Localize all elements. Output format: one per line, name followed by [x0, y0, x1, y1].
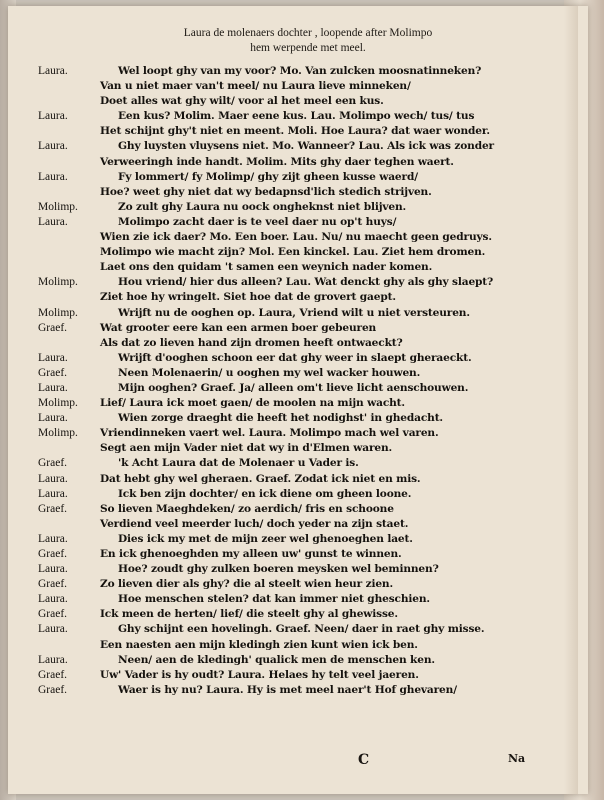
verse-line: Zo lieven dier als ghy? die al steelt wien heur zien. — [100, 578, 393, 591]
dialogue-row — [8, 592, 588, 607]
speaker-name: Laura. — [38, 593, 68, 606]
dialogue-row — [8, 396, 588, 411]
speaker-name: Laura. — [38, 351, 68, 364]
verse-line: Verdiend veel meerder luch/ doch yeder na zijn staet. — [100, 517, 409, 530]
verse-line: En ick ghenoeghden my alleen uw' gunst te winnen. — [100, 548, 402, 560]
speaker-name: Laura. — [38, 140, 68, 153]
speaker-name: Molimp. — [38, 427, 78, 440]
dialogue-row — [8, 577, 588, 592]
dialogue-row — [8, 230, 588, 245]
verse-line: Laet ons den quidam 't samen een weynich nader komen. — [100, 261, 433, 274]
dialogue-row — [8, 336, 588, 351]
verse-line: Wrijft d'ooghen schoon eer dat ghy weer in slaept gheraeckt. — [118, 351, 472, 364]
verse-line: Als dat zo lieven hand zijn dromen heeft ontwaeckt? — [100, 336, 403, 349]
dialogue-row — [8, 622, 588, 637]
dialogue-row — [8, 170, 588, 185]
dialogue-row — [8, 668, 588, 683]
verse-line: Ick meen de herten/ lief/ die steelt ghy al ghewisse. — [100, 608, 398, 621]
dialogue-row — [8, 532, 588, 547]
dialogue-row — [8, 275, 588, 290]
verse-line: Een kus? Molim. Maer eene kus. Lau. Molimpo wech/ tus/ tus — [118, 110, 475, 123]
dialogue-row — [8, 306, 588, 321]
dialogue-row — [8, 200, 588, 215]
dialogue-row — [8, 381, 588, 396]
dialogue-row — [8, 683, 588, 698]
speaker-name: Laura. — [38, 563, 68, 576]
dialogue-row — [8, 185, 588, 200]
verse-line: Vriendinneken vaert wel. Laura. Molimpo mach wel varen. — [100, 427, 439, 440]
speaker-name: Molimp. — [38, 306, 78, 319]
verse-line: Uw' Vader is hy oudt? Laura. Helaes hy telt veel jaeren. — [100, 668, 419, 681]
verse-line: Verweeringh inde handt. Molim. Mits ghy daer teghen waert. — [100, 155, 454, 168]
dialogue-row — [8, 502, 588, 517]
verse-line: Wien zie ick daer? Mo. Een boer. Lau. Nu/ nu maecht geen gedruys. — [100, 231, 492, 244]
verse-line: Een naesten aen mijn kledingh zien kunt wien ick ben. — [100, 638, 418, 651]
dialogue-block — [8, 64, 588, 698]
verse-line: Dies ick my met de mijn zeer wel ghenoeghen laet. — [118, 532, 413, 545]
speaker-name: Laura. — [38, 170, 68, 183]
page-sheet — [8, 6, 588, 794]
speaker-name: Laura. — [38, 623, 68, 636]
verse-line: Doet alles wat ghy wilt/ voor al het meel een kus. — [100, 95, 384, 108]
verse-line: Lief/ Laura ick moet gaen/ de moolen na mijn wacht. — [100, 397, 405, 410]
dialogue-row — [8, 426, 588, 441]
dialogue-row — [8, 487, 588, 502]
verse-line: Wien zorge draeght die heeft het nodighst' in ghedacht. — [118, 412, 443, 425]
speaker-name: Graef. — [38, 683, 68, 696]
dialogue-row — [8, 517, 588, 532]
verse-line: Wel loopt ghy van my voor? Mo. Van zulcken moosnatinneken? — [118, 65, 482, 77]
speaker-name: Molimp. — [38, 397, 78, 410]
dialogue-row — [8, 411, 588, 426]
verse-line: Segt aen mijn Vader niet dat wy in d'Elmen waren. — [100, 442, 393, 455]
verse-line: Neen Molenaerin/ u ooghen my wel wacker houwen. — [118, 366, 421, 379]
dialogue-row — [8, 139, 588, 154]
speaker-name: Graef. — [38, 321, 68, 334]
verse-line: Hoe menschen stelen? dat kan immer niet gheschien. — [118, 593, 430, 606]
verse-line: 'k Acht Laura dat de Molenaer u Vader is. — [118, 457, 359, 470]
dialogue-row — [8, 351, 588, 366]
dialogue-row — [8, 109, 588, 124]
verse-line: Wat grooter eere kan een armen boer gebeuren — [100, 321, 377, 334]
verse-line: Ghy luysten vluysens niet. Mo. Wanneer? Lau. Als ick was zonder — [118, 140, 494, 153]
verse-line: Zo zult ghy Laura nu oock ongheknst niet blijven. — [118, 200, 407, 213]
speaker-name: Molimp. — [38, 200, 78, 213]
verse-line: Van u niet maer van't meel/ nu Laura lieve minneken/ — [100, 80, 411, 93]
dialogue-row — [8, 215, 588, 230]
speaker-name: Laura. — [38, 110, 68, 123]
speaker-name: Laura. — [38, 381, 68, 394]
catchword: Na — [508, 752, 526, 765]
verse-line: Hoe? weet ghy niet dat wy bedapnsd'lich stedich strijven. — [100, 185, 432, 198]
dialogue-row — [8, 245, 588, 260]
verse-line: Het schijnt ghy't niet en meent. Moli. Hoe Laura? dat waer wonder. — [100, 125, 490, 138]
dialogue-row — [8, 321, 588, 336]
speaker-name: Graef. — [38, 668, 68, 681]
speaker-name: Laura. — [38, 487, 68, 500]
dialogue-row — [8, 607, 588, 622]
verse-line: Wrijft nu de ooghen op. Laura, Vriend wilt u niet versteuren. — [118, 306, 470, 319]
verse-line: Ziet hoe hy wringelt. Siet hoe dat de grovert gaept. — [100, 291, 396, 304]
scene-heading — [78, 26, 538, 56]
speaker-name: Laura. — [38, 653, 68, 666]
dialogue-row — [8, 64, 588, 79]
speaker-name: Graef. — [38, 578, 68, 591]
speaker-name: Molimp. — [38, 276, 78, 289]
dialogue-row — [8, 441, 588, 456]
verse-line: Molimpo wie macht zijn? Mol. Een kinckel. Lau. Ziet hem dromen. — [100, 246, 486, 259]
speaker-name: Laura. — [38, 532, 68, 545]
speaker-name: Graef. — [38, 457, 68, 470]
scene-heading-line-1: Laura de molenaers dochter , loopende after Molimpo — [183, 27, 433, 39]
scene-heading-line-2: hem werpende met meel. — [250, 42, 366, 54]
dialogue-row — [8, 290, 588, 305]
verse-line: Dat hebt ghy wel gheraen. Graef. Zodat ick niet en mis. — [100, 472, 421, 485]
dialogue-row — [8, 638, 588, 653]
dialogue-row — [8, 94, 588, 109]
speaker-name: Laura. — [38, 65, 68, 77]
speaker-name: Graef. — [38, 608, 68, 621]
speaker-name: Graef. — [38, 548, 68, 560]
dialogue-row — [8, 366, 588, 381]
verse-line: Hou vriend/ hier dus alleen? Lau. Wat denckt ghy als ghy slaept? — [118, 276, 494, 289]
verse-line: Neen/ aen de kledingh' qualick men de menschen ken. — [118, 653, 435, 666]
speaker-name: Laura. — [38, 412, 68, 425]
dialogue-row — [8, 547, 588, 562]
dialogue-row — [8, 653, 588, 668]
dialogue-row — [8, 155, 588, 170]
dialogue-row — [8, 456, 588, 471]
verse-line: Waer is hy nu? Laura. Hy is met meel naer't Hof ghevaren/ — [118, 683, 457, 696]
verse-line: Mijn ooghen? Graef. Ja/ alleen om't lieve licht aenschouwen. — [118, 381, 469, 394]
dialogue-row — [8, 562, 588, 577]
dialogue-row — [8, 79, 588, 94]
verse-line: Hoe? zoudt ghy zulken boeren meysken wel beminnen? — [118, 563, 439, 576]
dialogue-row — [8, 260, 588, 275]
signature-mark: C — [358, 752, 370, 768]
verse-line: Ghy schijnt een hovelingh. Graef. Neen/ daer in raet ghy misse. — [118, 623, 485, 636]
verse-line: Molimpo zacht daer is te veel daer nu op't huys/ — [118, 215, 397, 228]
speaker-name: Graef. — [38, 366, 68, 379]
verse-line: Ick ben zijn dochter/ en ick diene om gheen loone. — [118, 487, 412, 500]
verse-line: So lieven Maeghdeken/ zo aerdich/ fris en schoone — [100, 502, 394, 515]
verse-line: Fy lommert/ fy Molimp/ ghy zijt gheen kusse waerd/ — [118, 170, 418, 183]
speaker-name: Laura. — [38, 472, 68, 485]
dialogue-row — [8, 472, 588, 487]
speaker-name: Graef. — [38, 502, 68, 515]
dialogue-row — [8, 124, 588, 139]
speaker-name: Laura. — [38, 215, 68, 228]
